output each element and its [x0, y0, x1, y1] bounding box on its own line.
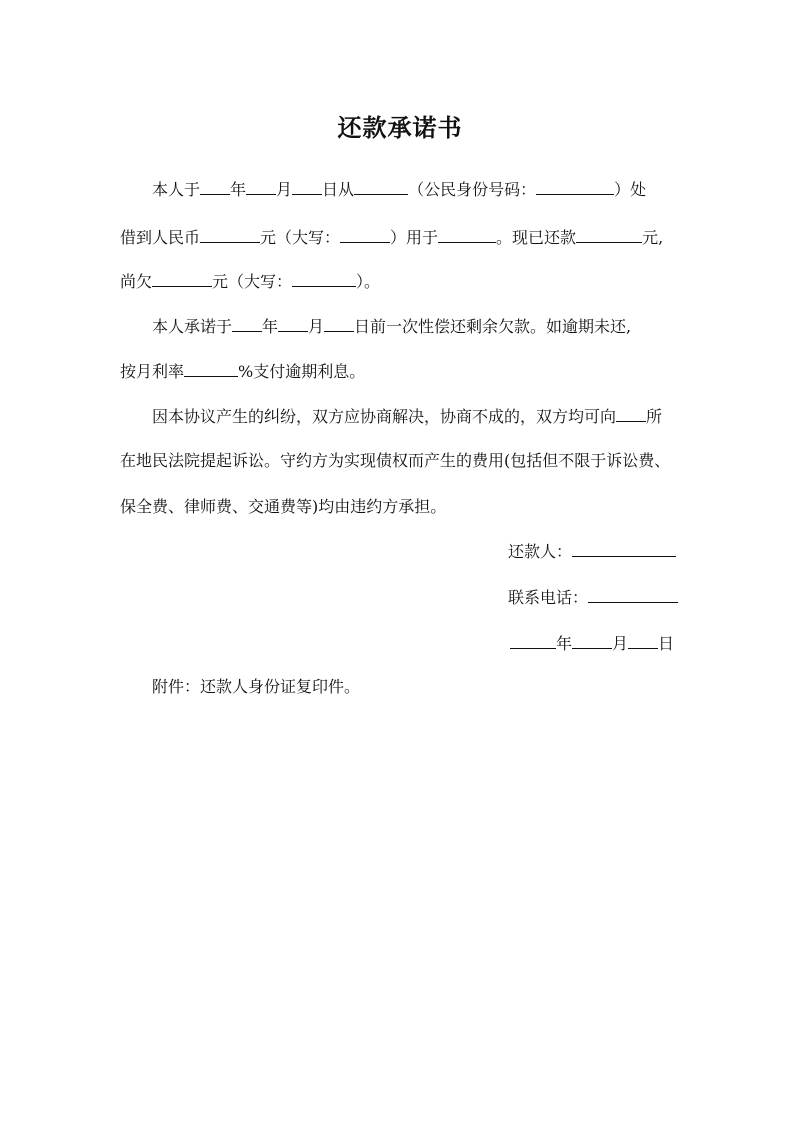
blank-id-number [536, 178, 614, 195]
text: 年 [556, 634, 573, 653]
para3-line3: 保全费、律师费、交通费等)均由违约方承担。 [120, 497, 447, 516]
para1-line3 [120, 270, 800, 292]
repayer-line [508, 540, 676, 562]
blank-owed-words [292, 270, 356, 287]
text: 日前一次性偿还剩余欠款。如逾期未还, [354, 317, 632, 336]
blank-interest-rate [184, 360, 238, 377]
document-title: 还款承诺书 [337, 113, 463, 142]
text: 本人承诺于 [152, 317, 233, 336]
blank-lender [354, 178, 408, 195]
blank-year [232, 315, 262, 332]
sign-date-line [510, 632, 674, 654]
text: 年 [230, 180, 247, 199]
blank-court [616, 405, 646, 422]
blank-day [628, 632, 658, 649]
phone-line [508, 586, 678, 608]
para2-line1 [152, 315, 800, 337]
text: 借到人民币 [120, 228, 201, 247]
text: 本人于 [152, 180, 201, 199]
blank-day [324, 315, 354, 332]
blank-year [510, 632, 556, 649]
text: 年 [262, 317, 279, 336]
blank-repaid [576, 226, 642, 243]
phone-blank [588, 586, 678, 603]
blank-month [278, 315, 308, 332]
text: 元（大写： [260, 228, 341, 247]
text: 日从 [322, 180, 355, 199]
text: 日 [658, 634, 675, 653]
text: 。现已还款 [496, 228, 577, 247]
blank-day [292, 178, 322, 195]
blank-owed [152, 270, 212, 287]
para3-line2: 在地民法院提起诉讼。守约方为实现债权而产生的费用(包括但不限于诉讼费、 [120, 451, 671, 470]
repayer-signature-blank [572, 540, 676, 557]
text: （公民身份号码： [408, 180, 537, 199]
text: ）处 [614, 180, 647, 199]
para1-line2 [120, 226, 800, 248]
text: 月 [612, 634, 629, 653]
blank-month [572, 632, 612, 649]
para1-line1 [152, 178, 800, 200]
text: ）。 [356, 272, 381, 291]
text: 月 [276, 180, 293, 199]
text: 尚欠 [120, 272, 153, 291]
phone-label: 联系电话： [508, 588, 589, 607]
para3-line1 [152, 405, 800, 427]
blank-amount [200, 226, 260, 243]
text: 元（大写： [212, 272, 293, 291]
text: %支付逾期利息。 [238, 362, 366, 381]
text: 月 [308, 317, 325, 336]
attachment-note: 附件：还款人身份证复印件。 [152, 677, 361, 696]
text: 因本协议产生的纠纷，双方应协商解决，协商不成的，双方均可向 [152, 407, 617, 426]
text: 元, [642, 228, 664, 247]
blank-year [200, 178, 230, 195]
blank-purpose [438, 226, 496, 243]
text: ）用于 [390, 228, 439, 247]
para2-line2 [120, 360, 800, 382]
repayer-label: 还款人： [508, 542, 573, 561]
text: 所 [646, 407, 663, 426]
blank-month [246, 178, 276, 195]
blank-amount-words [340, 226, 390, 243]
text: 按月利率 [120, 362, 185, 381]
